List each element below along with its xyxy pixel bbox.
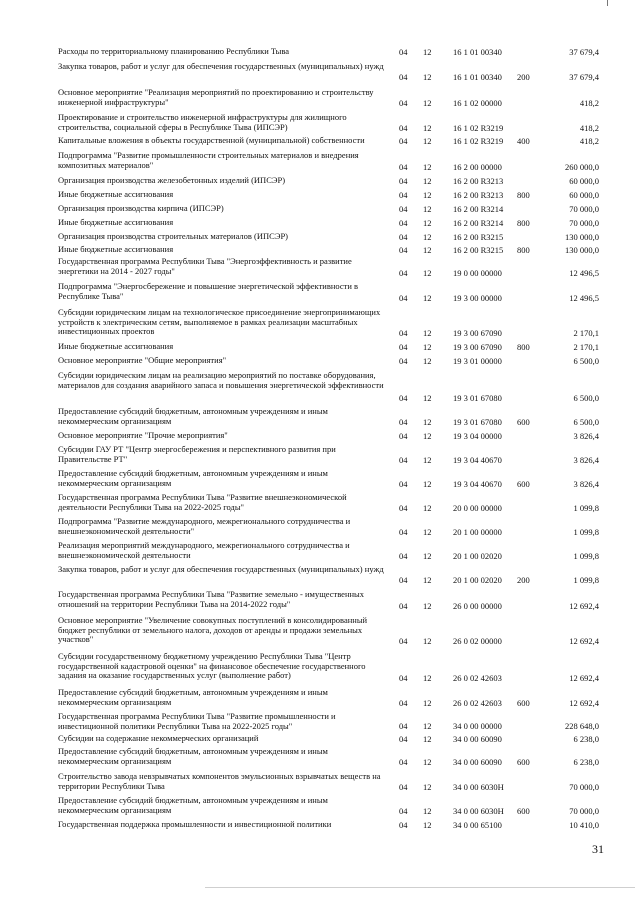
row-section: 04 [399,601,408,612]
row-expense-type: 600 [517,757,530,768]
row-name: Иные бюджетные ассигнования [58,189,174,199]
row-subsection: 12 [423,176,432,187]
row-subsection: 12 [423,72,432,83]
row-amount: 1 099,8 [573,551,599,562]
row-expense-type: 600 [517,479,530,490]
row-target-code: 34 0 00 65100 [453,820,502,831]
row-amount: 418,2 [579,98,599,109]
row-amount: 1 099,8 [573,527,599,538]
row-name: Подпрограмма "Энергосбережение и повышение энергетической эффективности в Республике Тыва" [58,281,359,301]
row-target-code: 16 1 02 R3219 [453,123,504,134]
row-section: 04 [399,417,408,428]
row-subsection: 12 [423,328,432,339]
row-amount: 70 000,0 [569,806,599,817]
row-target-code: 20 1 00 02020 [453,551,502,562]
page-number: 31 [592,842,604,856]
row-expense-type: 600 [517,417,530,428]
row-name: Иные бюджетные ассигнования [58,244,174,254]
row-target-code: 34 0 00 6030Н [453,782,504,793]
row-subsection: 12 [423,123,432,134]
row-subsection: 12 [423,268,432,279]
row-section: 04 [399,698,408,709]
row-amount: 70 000,0 [569,782,599,793]
row-section: 04 [399,204,408,215]
row-amount: 6 238,0 [573,734,599,745]
row-target-code: 20 1 00 02020 [453,575,502,586]
table-row [0,747,638,768]
row-amount: 130 000,0 [565,232,599,243]
row-section: 04 [399,123,408,134]
row-amount: 10 410,0 [569,820,599,831]
row-section: 04 [399,356,408,367]
table-row [0,541,638,562]
row-target-code: 16 2 00 R3215 [453,245,504,256]
row-target-code: 26 0 00 00000 [453,601,502,612]
row-section: 04 [399,551,408,562]
row-section: 04 [399,232,408,243]
row-subsection: 12 [423,293,432,304]
row-name: Субсидии ГАУ РТ "Центр энергосбережения и перспективного развития при Правительстве РТ" [58,444,336,464]
row-subsection: 12 [423,232,432,243]
row-section: 04 [399,136,408,147]
row-amount: 3 826,4 [573,431,599,442]
row-target-code: 34 0 00 6030Н [453,806,504,817]
bottom-rule [205,887,635,888]
row-name: Субсидии юридическим лицам на реализацию мероприятий по поставке оборудования, материалов для создания аварийного запаса и повышения энергетической эффективности [58,370,384,390]
row-amount: 12 496,5 [569,293,599,304]
row-target-code: 16 2 00 R3213 [453,176,504,187]
row-subsection: 12 [423,721,432,732]
row-section: 04 [399,757,408,768]
row-subsection: 12 [423,698,432,709]
row-subsection: 12 [423,47,432,58]
row-section: 04 [399,72,408,83]
row-subsection: 12 [423,551,432,562]
row-subsection: 12 [423,673,432,684]
row-name: Основное мероприятие "Прочие мероприятия" [58,430,228,440]
row-name: Предоставление субсидий бюджетным, автономным учреждениям и иным некоммерческим организациям [58,468,328,488]
table-row [0,734,638,745]
row-section: 04 [399,328,408,339]
row-amount: 418,2 [579,123,599,134]
row-subsection: 12 [423,356,432,367]
row-target-code: 19 3 04 40670 [453,455,502,466]
table-row [0,232,638,243]
row-name: Организация производства строительных материалов (ИПСЭР) [58,231,288,241]
row-name: Закупка товаров, работ и услуг для обеспечения государственных (муниципальных) нужд [58,61,384,71]
row-target-code: 19 3 00 67090 [453,342,502,353]
row-target-code: 19 3 00 00000 [453,293,502,304]
row-subsection: 12 [423,734,432,745]
row-section: 04 [399,176,408,187]
row-subsection: 12 [423,636,432,647]
row-name: Организация производства железобетонных изделий (ИПСЭР) [58,175,286,185]
table-row [0,688,638,709]
row-section: 04 [399,218,408,229]
row-subsection: 12 [423,218,432,229]
row-section: 04 [399,721,408,732]
table-row [0,218,638,229]
row-subsection: 12 [423,245,432,256]
table-row [0,176,638,187]
table-row [0,445,638,466]
table-row [0,62,638,83]
row-section: 04 [399,673,408,684]
row-section: 04 [399,479,408,490]
row-subsection: 12 [423,820,432,831]
row-name: Предоставление субсидий бюджетным, автономным учреждениям и иным некоммерческим организациям [58,746,328,766]
table-row [0,517,638,538]
row-name: Иные бюджетные ассигнования [58,217,174,227]
row-amount: 1 099,8 [573,503,599,514]
table-row [0,616,638,647]
row-name: Капитальные вложения в объекты государственной (муниципальной) собственности [58,135,365,145]
row-section: 04 [399,342,408,353]
row-expense-type: 800 [517,218,530,229]
row-target-code: 26 0 02 42603 [453,673,502,684]
row-name: Основное мероприятие "Реализация мероприятий по проектированию и строительству инженерной инфраструктуры" [58,87,374,107]
row-amount: 2 170,1 [573,328,599,339]
row-amount: 12 496,5 [569,268,599,279]
row-name: Субсидии государственному бюджетному учреждению Республики Тыва "Центр государственной кадастровой оценки" на финансовое обеспечение государственного задания на оказание государственных услуг (выполнение работ) [58,651,366,681]
row-amount: 37 679,4 [569,72,599,83]
table-row [0,407,638,428]
row-section: 04 [399,820,408,831]
row-section: 04 [399,734,408,745]
row-expense-type: 800 [517,245,530,256]
row-section: 04 [399,431,408,442]
row-target-code: 19 3 00 67090 [453,328,502,339]
row-name: Государственная поддержка промышленности и инвестиционной политики [58,819,332,829]
table-row [0,245,638,256]
row-section: 04 [399,162,408,173]
table-row [0,282,638,304]
row-amount: 418,2 [579,136,599,147]
row-amount: 70 000,0 [569,204,599,215]
row-name: Предоставление субсидий бюджетным, автономным учреждениям и иным некоммерческим организациям [58,687,328,707]
table-row [0,204,638,215]
row-subsection: 12 [423,782,432,793]
row-subsection: 12 [423,455,432,466]
row-section: 04 [399,393,408,404]
row-target-code: 16 2 00 R3215 [453,232,504,243]
row-section: 04 [399,455,408,466]
row-amount: 60 000,0 [569,176,599,187]
row-amount: 6 500,0 [573,356,599,367]
row-expense-type: 400 [517,136,530,147]
table-row [0,431,638,442]
row-amount: 2 170,1 [573,342,599,353]
row-amount: 12 692,4 [569,601,599,612]
row-name: Строительство завода невзрывчатых компонентов эмульсионных взрывчатых веществ на территории Республики Тыва [58,771,381,791]
row-target-code: 16 2 00 R3213 [453,190,504,201]
row-expense-type: 200 [517,72,530,83]
row-target-code: 34 0 00 60090 [453,757,502,768]
row-section: 04 [399,782,408,793]
row-expense-type: 800 [517,342,530,353]
row-name: Государственная программа Республики Тыва "Энергоэффективность и развитие энергетики на 2014 - 2027 годы" [58,256,352,276]
row-amount: 3 826,4 [573,455,599,466]
table-row [0,493,638,514]
row-target-code: 26 0 02 42603 [453,698,502,709]
row-name: Иные бюджетные ассигнования [58,341,174,351]
row-section: 04 [399,190,408,201]
row-subsection: 12 [423,601,432,612]
table-row [0,342,638,353]
row-target-code: 16 1 02 R3219 [453,136,504,147]
row-name: Основное мероприятие "Увеличение совокупных поступлений в консолидированный бюджет республики от земельного налога, доходов от аренды и продажи земельных участков" [58,615,368,645]
row-section: 04 [399,245,408,256]
row-name: Проектирование и строительство инженерной инфраструктуры для жилищного строительства, социальной сферы в Республике Тыва (ИПСЭР) [58,112,347,132]
table-row [0,356,638,367]
row-subsection: 12 [423,204,432,215]
table-row [0,151,638,173]
table-row [0,469,638,490]
row-subsection: 12 [423,503,432,514]
table-row [0,565,638,586]
row-name: Реализация мероприятий международного, межрегионального сотрудничества и внешнеэкономической деятельности [58,540,350,560]
table-row [0,88,638,109]
row-amount: 130 000,0 [565,245,599,256]
row-name: Субсидии юридическим лицам на технологическое присоединение энергопринимающих устройств к электрическим сетям, выполняемое в рамках реализации масштабных инвестиционных проектов [58,307,381,337]
table-row [0,796,638,817]
row-name: Расходы по территориальному планированию Республики Тыва [58,46,290,56]
row-target-code: 16 2 00 R3214 [453,218,504,229]
row-amount: 6 500,0 [573,393,599,404]
row-target-code: 20 1 00 00000 [453,527,502,538]
row-name: Закупка товаров, работ и услуг для обеспечения государственных (муниципальных) нужд [58,564,384,574]
row-amount: 260 000,0 [565,162,599,173]
row-subsection: 12 [423,575,432,586]
table-row [0,113,638,134]
row-name: Государственная программа Республики Тыва "Развитие промышленности и инвестиционной политики Республики Тыва на 2022-2025 годы" [58,711,336,731]
row-subsection: 12 [423,479,432,490]
row-target-code: 16 1 01 00340 [453,72,502,83]
row-amount: 12 692,4 [569,698,599,709]
row-target-code: 16 2 00 00000 [453,162,502,173]
row-subsection: 12 [423,417,432,428]
row-section: 04 [399,575,408,586]
table-row [0,712,638,732]
table-row [0,308,638,339]
row-target-code: 16 1 02 00000 [453,98,502,109]
row-section: 04 [399,98,408,109]
table-row [0,47,638,58]
row-subsection: 12 [423,136,432,147]
row-subsection: 12 [423,190,432,201]
row-target-code: 19 3 01 67080 [453,393,502,404]
row-amount: 70 000,0 [569,218,599,229]
table-row [0,820,638,831]
row-subsection: 12 [423,98,432,109]
row-section: 04 [399,806,408,817]
row-subsection: 12 [423,431,432,442]
row-name: Подпрограмма "Развитие международного, межрегионального сотрудничества и внешнеэкономической деятельности" [58,516,351,536]
row-name: Государственная программа Республики Тыва "Развитие внешнеэкономической деятельности Республики Тыва на 2022-2025 годы" [58,492,347,512]
table-row [0,590,638,612]
row-subsection: 12 [423,757,432,768]
row-name: Субсидии на содержание некоммерческих организаций [58,733,259,743]
table-row [0,371,638,404]
row-subsection: 12 [423,806,432,817]
row-target-code: 19 3 01 67080 [453,417,502,428]
row-target-code: 34 0 00 00000 [453,721,502,732]
row-target-code: 20 0 00 00000 [453,503,502,514]
row-name: Подпрограмма "Развитие промышленности строительных материалов и внедрения композитных материалов" [58,150,359,170]
row-amount: 228 648,0 [565,721,599,732]
row-section: 04 [399,293,408,304]
table-row [0,652,638,684]
row-amount: 3 826,4 [573,479,599,490]
row-target-code: 16 1 01 00340 [453,47,502,58]
row-name: Государственная программа Республики Тыва "Развитие земельно - имущественных отношений на территории Республики Тыва на 2014-2022 годы" [58,589,364,609]
row-name: Основное мероприятие "Общие мероприятия" [58,355,227,365]
row-subsection: 12 [423,342,432,353]
row-amount: 12 692,4 [569,636,599,647]
row-amount: 37 679,4 [569,47,599,58]
row-section: 04 [399,47,408,58]
row-amount: 6 500,0 [573,417,599,428]
table-row [0,772,638,793]
row-section: 04 [399,527,408,538]
row-target-code: 19 3 04 40670 [453,479,502,490]
row-expense-type: 800 [517,190,530,201]
row-target-code: 19 0 00 00000 [453,268,502,279]
table-row [0,136,638,147]
table-row [0,190,638,201]
table-row [0,257,638,279]
row-name: Организация производства кирпича (ИПСЭР) [58,203,224,213]
row-target-code: 16 2 00 R3214 [453,204,504,215]
row-section: 04 [399,268,408,279]
row-subsection: 12 [423,393,432,404]
row-target-code: 26 0 02 00000 [453,636,502,647]
row-target-code: 19 3 01 00000 [453,356,502,367]
row-expense-type: 200 [517,575,530,586]
row-amount: 60 000,0 [569,190,599,201]
row-name: Предоставление субсидий бюджетным, автономным учреждениям и иным некоммерческим организациям [58,795,328,815]
row-amount: 1 099,8 [573,575,599,586]
row-expense-type: 600 [517,698,530,709]
row-subsection: 12 [423,162,432,173]
row-name: Предоставление субсидий бюджетным, автономным учреждениям и иным некоммерческим организациям [58,406,328,426]
row-target-code: 19 3 04 00000 [453,431,502,442]
row-amount: 6 238,0 [573,757,599,768]
row-amount: 12 692,4 [569,673,599,684]
row-target-code: 34 0 00 60090 [453,734,502,745]
row-expense-type: 600 [517,806,530,817]
row-section: 04 [399,503,408,514]
row-subsection: 12 [423,527,432,538]
row-section: 04 [399,636,408,647]
